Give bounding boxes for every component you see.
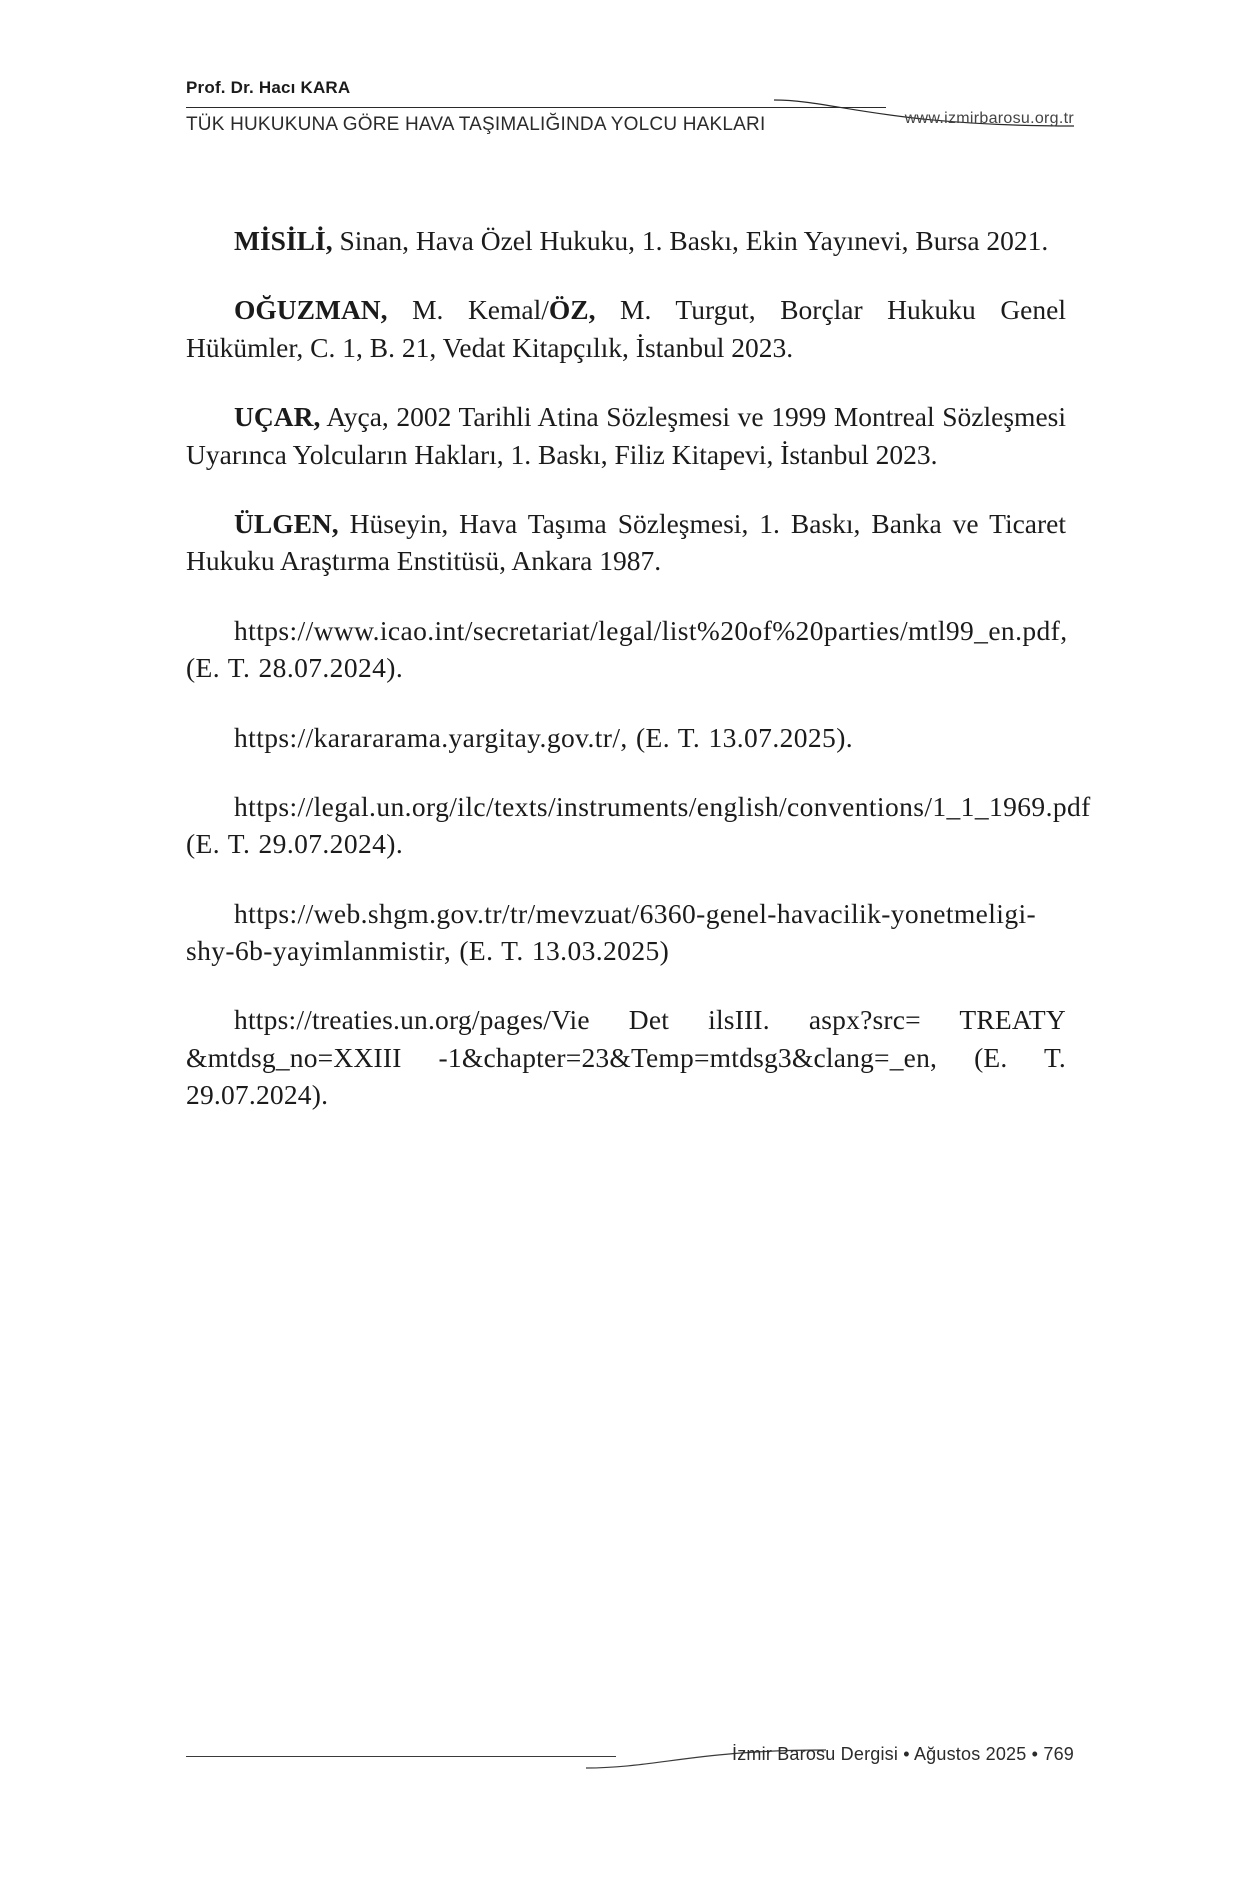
reference-url: https://karararama.yargitay.gov.tr/, (E. T. 13.07.2025). bbox=[234, 721, 854, 753]
entry-author: ÜLGEN, bbox=[234, 507, 339, 539]
entry-detail: Hüseyin, Hava Taşıma Sözleşmesi, 1. Baskı, Banka ve Ticaret Hukuku Araştırma Enstitüsü, Ankara 1987. bbox=[186, 507, 1066, 577]
footer-divider bbox=[186, 1756, 616, 1757]
header-running-title: TÜK HUKUKUNA GÖRE HAVA TAŞIMALIĞINDA YOLCU HAKLARI bbox=[186, 114, 766, 135]
header-author: Prof. Dr. Hacı KARA bbox=[186, 78, 351, 97]
bibliography-list bbox=[186, 222, 1091, 1146]
bibliography-entry bbox=[186, 398, 1066, 473]
page-header bbox=[186, 78, 1074, 148]
reference-url: https://www.icao.int/secretariat/legal/list%20of%20parties/mtl99_en.pdf, (E. T. 28.07.2024). bbox=[186, 614, 1068, 684]
entry-author: UÇAR, bbox=[234, 401, 321, 433]
entry-author-second: ÖZ, bbox=[548, 294, 596, 326]
entry-author: OĞUZMAN, bbox=[234, 294, 388, 326]
footer-citation: İzmir Barosu Dergisi • Ağustos 2025 • 769 bbox=[732, 1744, 1074, 1764]
entry-detail: Ayça, 2002 Tarihli Atina Sözleşmesi ve 1999 Montreal Sözleşmesi Uyarınca Yolcuların Hakları, 1. Baskı, Filiz Kitapevi, İstanbul 2023. bbox=[186, 401, 1066, 470]
reference-url: https://treaties.un.org/pages/Vie Det ilsIII. aspx?src= TREATY &mtdsg_no=XXIII -1&chapter=23&Temp=mtdsg3&clang=_en, (E. T. 29.07.2024). bbox=[186, 1004, 1066, 1111]
entry-detail: Sinan, Hava Özel Hukuku, 1. Baskı, Ekin Yayınevi, Bursa 2021. bbox=[332, 225, 1049, 256]
header-website: www.izmirbarosu.org.tr bbox=[904, 110, 1074, 127]
bibliography-entry bbox=[186, 291, 1066, 366]
entry-author: MİSİLİ, bbox=[234, 225, 333, 256]
bibliography-entry bbox=[186, 222, 1066, 259]
page-footer bbox=[186, 1742, 1074, 1782]
reference-url: https://web.shgm.gov.tr/tr/mevzuat/6360-genel-havacilik-yonetmeligi-shy-6b-yayimlanmistir, (E. T. 13.03.2025) bbox=[186, 897, 1037, 967]
reference-url: https://legal.un.org/ilc/texts/instruments/english/conventions/1_1_1969.pdf (E. T. 29.07.2024). bbox=[186, 790, 1091, 860]
header-divider bbox=[186, 107, 886, 108]
bibliography-entry bbox=[186, 505, 1066, 580]
entry-detail-mid: M. Kemal/ bbox=[387, 294, 549, 326]
entry-detail: M. Turgut, Borçlar Hukuku Genel Hükümler, C. 1, B. 21, Vedat Kitapçılık, İstanbul 2023. bbox=[186, 294, 1066, 363]
